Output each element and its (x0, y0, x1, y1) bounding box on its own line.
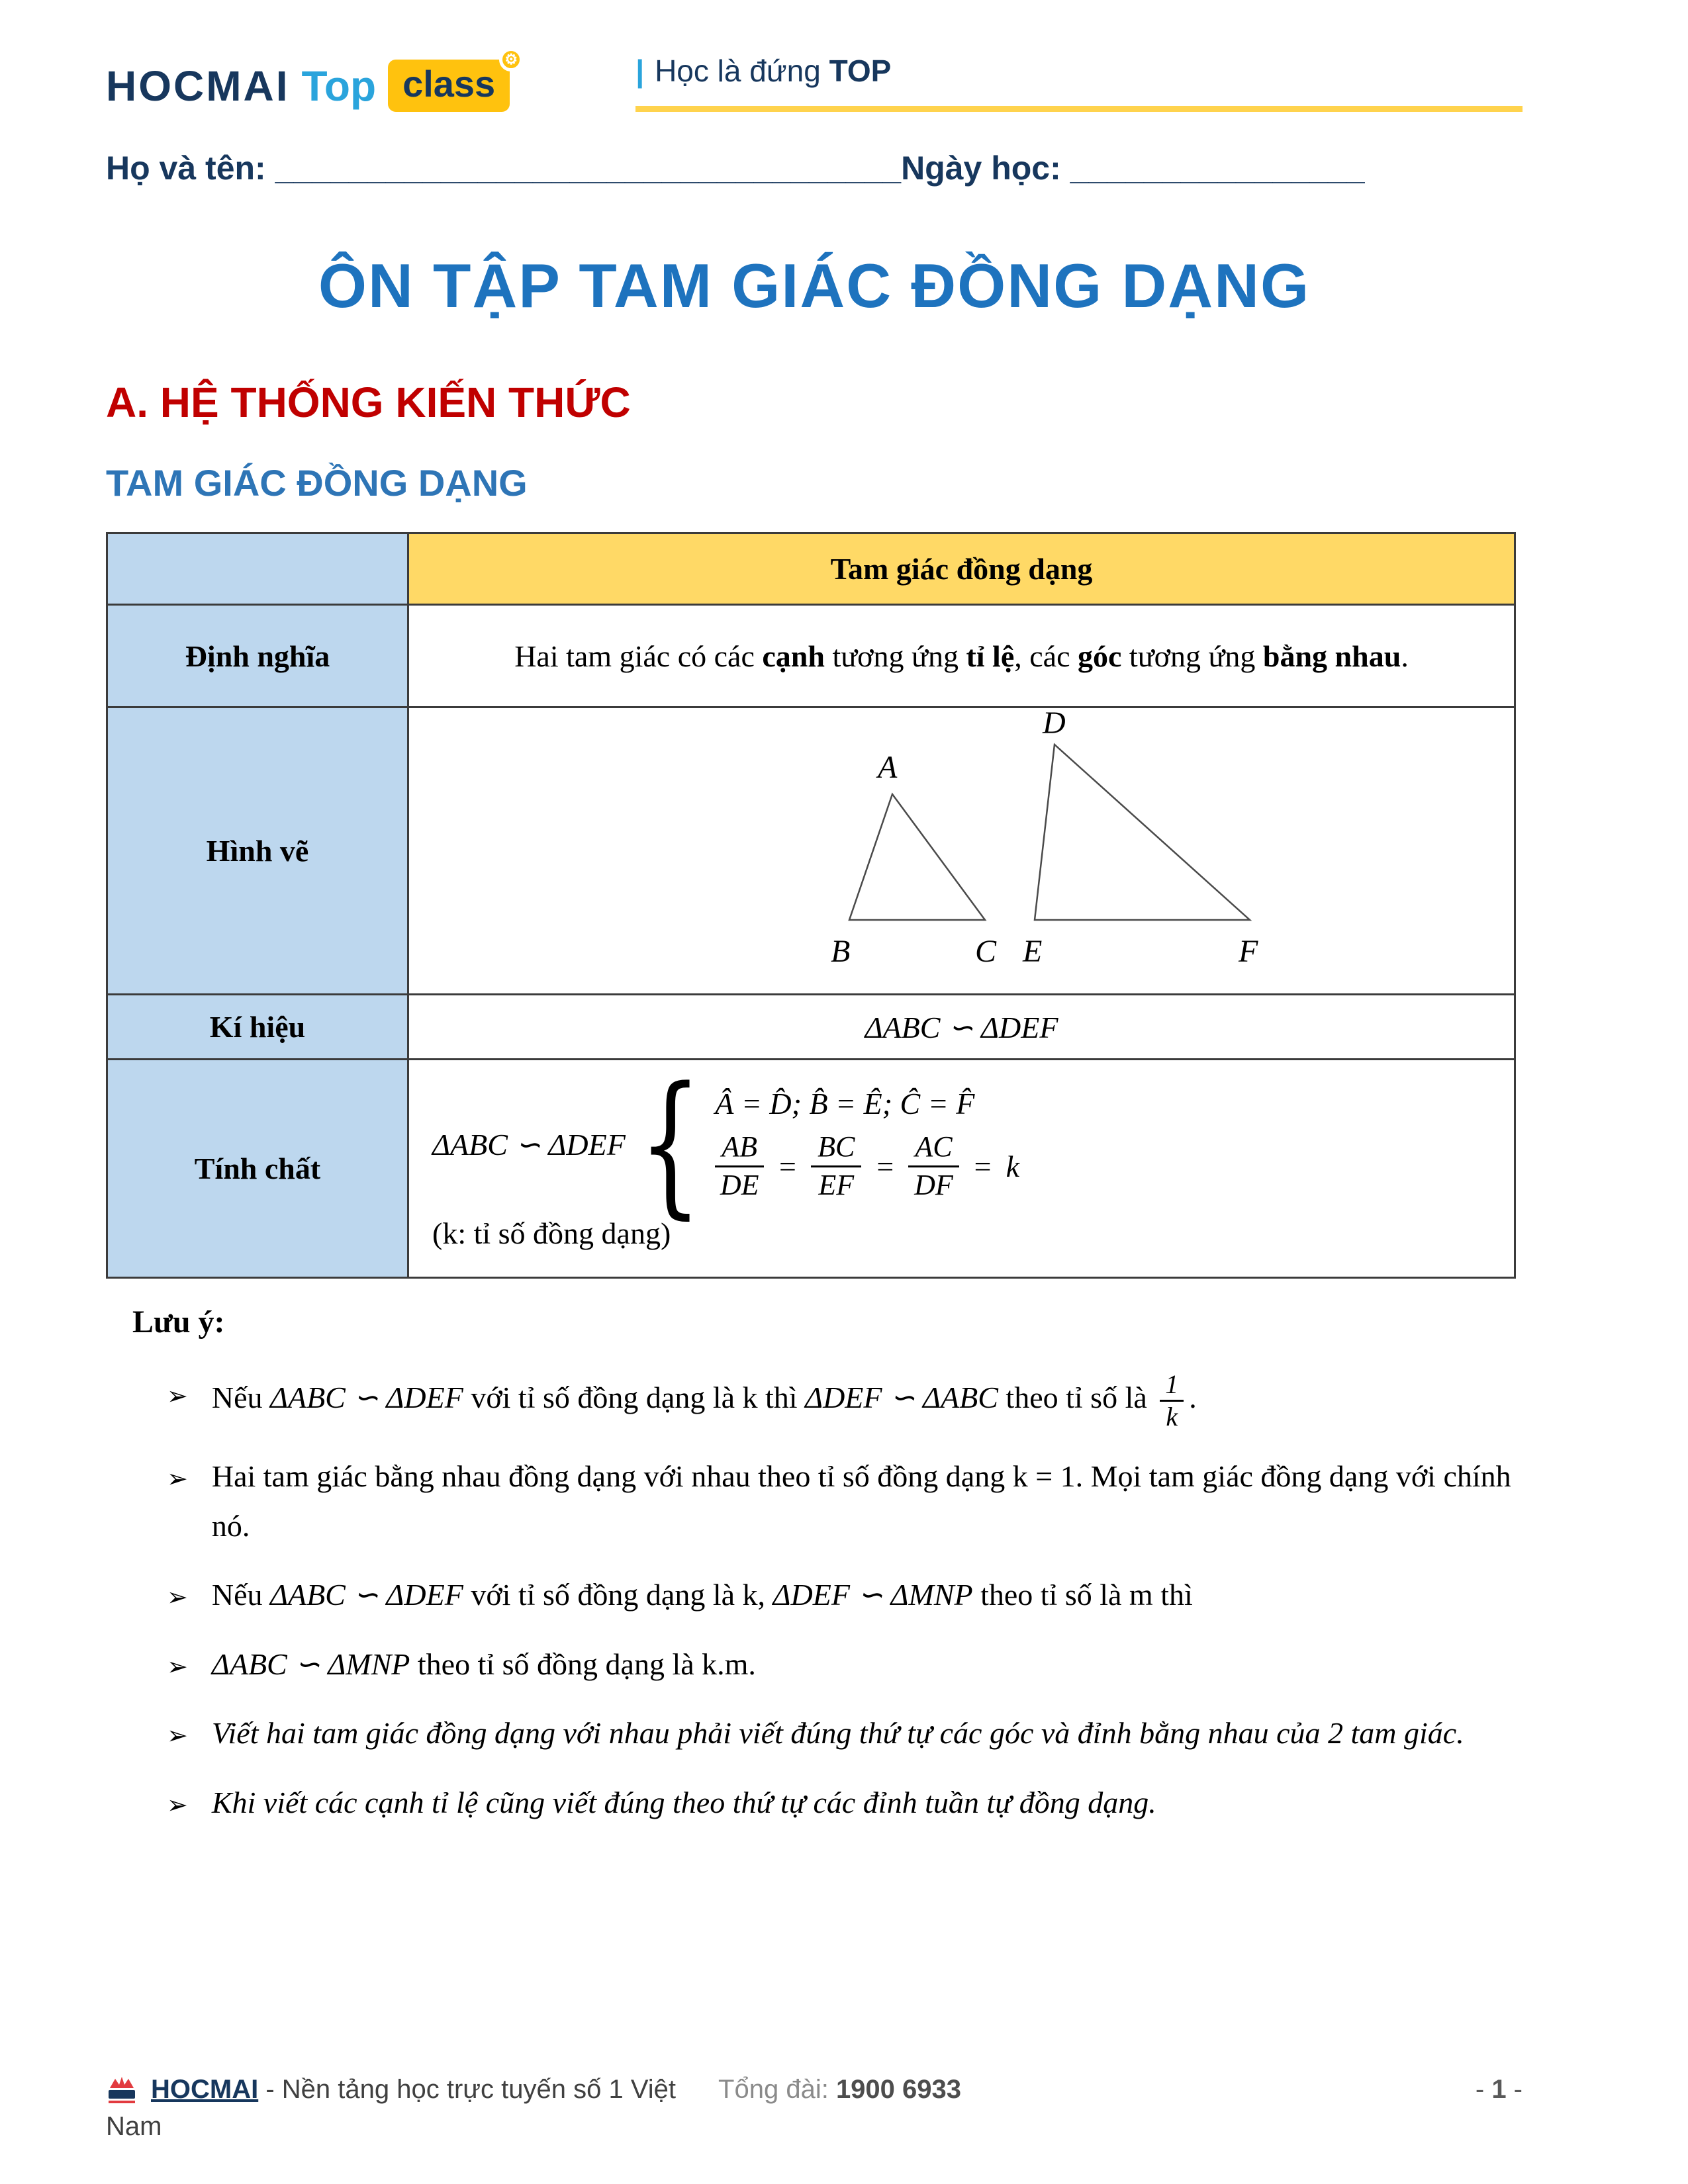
table-header-row (107, 533, 1515, 605)
property-lead: ΔABC ∽ ΔDEF (432, 1128, 626, 1161)
vertex-label-b: B (830, 934, 850, 969)
property-lines (715, 1086, 1019, 1202)
table-title-cell: Tam giác đồng dạng (408, 533, 1515, 605)
subsection-heading: TAM GIÁC ĐỒNG DẠNG (106, 462, 528, 504)
hocmai-topclass-logo (106, 51, 518, 112)
arrow-bullet-icon: ➢ (167, 1381, 188, 1410)
note-text: Khi viết các cạnh tỉ lệ cũng viết đúng theo thứ tự các đỉnh tuần tự đồng dạng. (211, 1785, 1156, 1819)
list-item (167, 1570, 1523, 1620)
footer-hotline: Tổng đài: 1900 6933 (718, 2074, 962, 2104)
list-item (167, 1369, 1523, 1432)
page-number: - 1 - (1475, 2074, 1523, 2104)
name-blank-field: __________________________________ (275, 150, 902, 187)
ratio-k: k (1006, 1150, 1020, 1183)
table-row (107, 707, 1515, 995)
tagline-text: Học là đứng (655, 54, 829, 88)
table-row (107, 605, 1515, 707)
fraction-1-k: $\frac{1}{k}$ (1160, 1369, 1184, 1432)
equals-sign: = (777, 1150, 798, 1183)
equal-angles-line: Â = D̂; B̂ = Ê; Ĉ = F̂ (715, 1087, 975, 1121)
vertex-label-c: C (974, 934, 996, 969)
equals-sign: = (874, 1150, 896, 1183)
knowledge-table (106, 532, 1516, 1279)
ratio-line (715, 1130, 1019, 1202)
vertex-label-a: A (877, 750, 897, 785)
triangle-abc (849, 794, 985, 920)
table-row (107, 995, 1515, 1060)
note-text: Viết hai tam giác đồng dạng với nhau phải viết đúng thứ tự các góc và đỉnh bằng nhau của 2 tam giác. (211, 1716, 1464, 1751)
list-item (167, 1709, 1523, 1758)
vertex-label-f: F (1238, 934, 1258, 969)
page-footer (106, 2073, 1523, 2142)
equals-sign: = (972, 1150, 993, 1183)
definition-cell (408, 605, 1515, 707)
ratio-note: (k: tỉ số đồng dạng) (432, 1216, 671, 1250)
triangle-def (1035, 745, 1250, 920)
gear-icon: ⚙ (499, 48, 523, 71)
notes-list (167, 1369, 1523, 1827)
logo-hocmai-text: HOCMAI (106, 62, 290, 110)
logo-top-text: Top (301, 62, 377, 110)
property-cell (408, 1055, 1515, 1278)
definition-bold: cạnh (762, 639, 825, 673)
footer-wrap-text: Nam (106, 2112, 162, 2141)
logo-class-badge (388, 51, 518, 112)
vertex-label-e: E (1022, 934, 1042, 969)
note-text: ΔABC ∽ ΔMNP theo tỉ số đồng dạng là k.m. (211, 1647, 756, 1681)
tagline-top-word: TOP (829, 54, 892, 88)
hocmai-logo-icon (106, 2073, 138, 2105)
list-item (167, 1452, 1523, 1551)
arrow-bullet-icon: ➢ (167, 1464, 188, 1493)
definition-bold: tỉ lệ (966, 639, 1015, 673)
tagline (635, 53, 1523, 112)
notation-cell: ΔABC ∽ ΔDEF (408, 995, 1515, 1060)
similar-triangles-figure (598, 708, 1326, 986)
definition-text: tương ứng (1121, 639, 1263, 673)
fraction-bc-ef: $\frac{BC}{EF}$ (811, 1130, 861, 1202)
fraction-ac-df: $\frac{AC}{DF}$ (908, 1130, 959, 1202)
definition-text: . (1401, 639, 1409, 673)
arrow-bullet-icon: ➢ (167, 1651, 188, 1681)
fraction-ab-de: $\frac{AB}{DE}$ (715, 1130, 764, 1202)
footer-line (106, 2073, 1523, 2105)
row-label-ki-hieu: Kí hiệu (107, 995, 408, 1060)
notes-heading: Lưu ý: (132, 1304, 225, 1340)
note-text: Nếu ΔABC ∽ ΔDEF với tỉ số đồng dạng là k thì ΔDEF ∽ ΔABC theo tỉ số là $\frac{1}{k}$ . (211, 1369, 1197, 1432)
note-text: Hai tam giác bằng nhau đồng dạng với nhau theo tỉ số đồng dạng k = 1. Mọi tam giác đồng dạng với chính nó. (211, 1459, 1511, 1543)
header-bar (106, 53, 1523, 112)
section-heading-a: A. HỆ THỐNG KIẾN THỨC (106, 379, 631, 426)
footer-brand-text: HOCMAI - Nền tảng học trực tuyến số 1 Việt (151, 2074, 677, 2104)
date-label: Ngày học: (901, 150, 1070, 187)
page-title: ÔN TẬP TAM GIÁC ĐỒNG DẠNG (318, 251, 1311, 320)
list-item (167, 1640, 1523, 1690)
row-label-tinh-chat: Tính chất (107, 1060, 408, 1278)
table-corner-cell (107, 533, 408, 605)
definition-bold: góc (1078, 639, 1122, 673)
figure-cell (408, 707, 1515, 995)
list-item (167, 1778, 1523, 1828)
note-text: Nếu ΔABC ∽ ΔDEF với tỉ số đồng dạng là k, ΔDEF ∽ ΔMNP theo tỉ số là m thì (211, 1578, 1193, 1612)
date-blank-field: ________________ (1070, 150, 1365, 187)
name-date-line (106, 149, 1523, 187)
arrow-bullet-icon: ➢ (167, 1582, 188, 1612)
arrow-bullet-icon: ➢ (167, 1790, 188, 1819)
definition-bold: bằng nhau (1262, 639, 1401, 673)
table-row (107, 1060, 1515, 1278)
definition-text: Hai tam giác có các (514, 639, 763, 673)
vertex-label-d: D (1042, 708, 1066, 741)
row-label-hinh-ve: Hình vẽ (107, 707, 408, 995)
definition-text: tương ứng (824, 639, 966, 673)
tagline-pipe: | (635, 54, 645, 88)
logo-class-text: class (402, 63, 496, 105)
name-label: Họ và tên: (106, 150, 275, 187)
row-label-dinh-nghia: Định nghĩa (107, 605, 408, 707)
arrow-bullet-icon: ➢ (167, 1721, 188, 1751)
definition-text: , các (1014, 639, 1078, 673)
brace-glyph: { (638, 1055, 702, 1234)
